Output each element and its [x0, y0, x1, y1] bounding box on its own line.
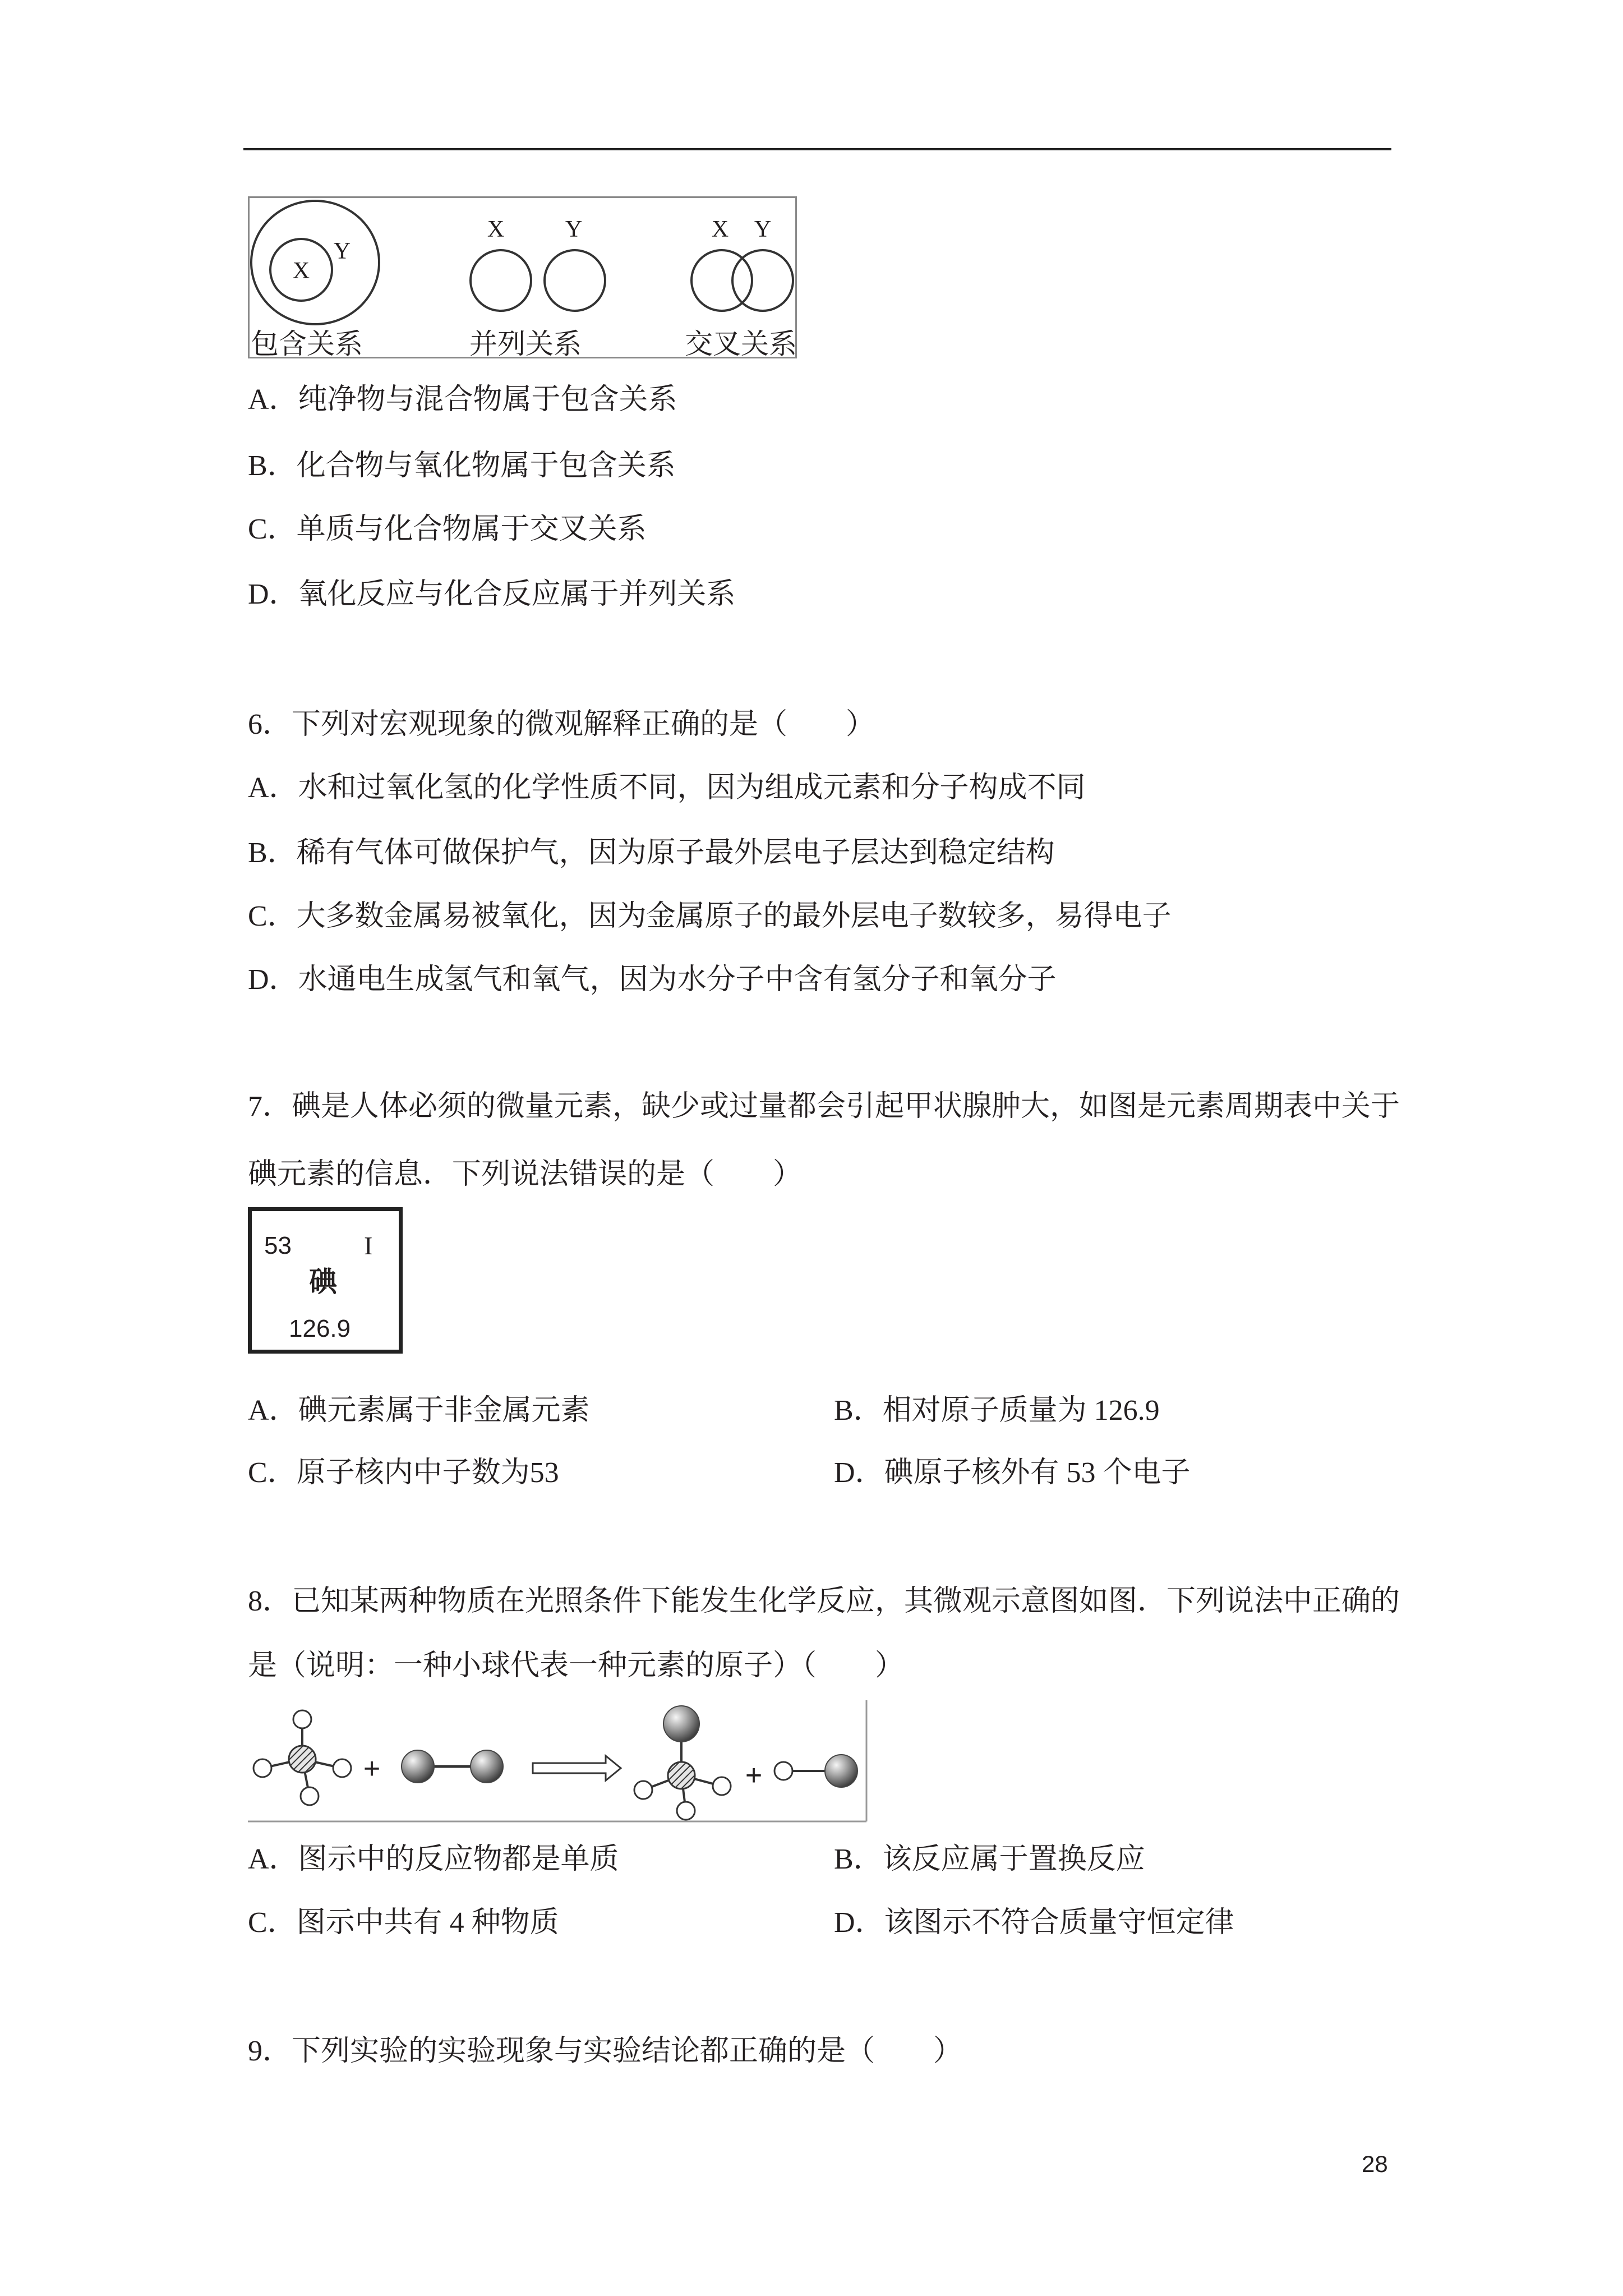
reactant-molecule-1	[253, 1710, 351, 1805]
small-white-atom	[293, 1710, 311, 1728]
reaction-arrow-icon	[533, 1756, 621, 1780]
atomic-number: 53	[264, 1232, 292, 1259]
gray-atom	[663, 1706, 699, 1742]
small-white-atom	[634, 1781, 652, 1799]
q6-option-b: B．稀有气体可做保护气，因为原子最外层电子层达到稳定结构	[248, 837, 1055, 869]
relationship-diagram	[248, 196, 797, 358]
page-number: 28	[1362, 2151, 1388, 2177]
parallel-y-label: Y	[565, 217, 583, 242]
gray-atom	[471, 1750, 503, 1783]
containment-y-label: Y	[333, 238, 351, 264]
header-rule	[243, 148, 1391, 150]
parallel-circle-x	[471, 250, 531, 311]
containment-x-label: X	[292, 258, 310, 284]
small-white-atom	[774, 1762, 792, 1780]
q6-option-d: D．水通电生成氢气和氧气，因为水分子中含有氢分子和氧分子	[248, 964, 1057, 996]
q5-option-d: D．氧化反应与化合反应属于并列关系	[248, 578, 736, 610]
reaction-micro-diagram	[248, 1700, 868, 1823]
plus-sign: +	[363, 1752, 381, 1785]
intersection-y-label: Y	[754, 217, 772, 242]
reactant-molecule-2	[402, 1750, 503, 1783]
element-symbol: I	[364, 1231, 373, 1260]
q8-stem-line-2: 是（说明：一种小球代表一种元素的原子）（ ）	[248, 1650, 905, 1682]
hatched-atom	[668, 1762, 695, 1789]
hatched-atom	[289, 1746, 316, 1773]
q7-option-d: D．碘原子核外有 53 个电子	[834, 1457, 1191, 1489]
q6-stem: 6．下列对宏观现象的微观解释正确的是（ ）	[248, 708, 875, 740]
parallel-circle-y	[545, 250, 605, 311]
gray-atom	[402, 1750, 434, 1783]
atomic-mass: 126.9	[289, 1315, 351, 1342]
intersection-circle-x	[691, 250, 752, 311]
iodine-element-card	[248, 1207, 403, 1354]
parallel-caption: 并列关系	[469, 328, 582, 358]
q9-stem: 9．下列实验的实验现象与实验结论都正确的是（ ）	[248, 2035, 963, 2067]
q8-option-c: C．图示中共有 4 种物质	[248, 1907, 559, 1939]
q8-option-a: A．图示中的反应物都是单质	[248, 1843, 619, 1875]
small-white-atom	[253, 1759, 271, 1777]
q8-option-d: D．该图示不符合质量守恒定律	[834, 1907, 1234, 1939]
q6-option-c: C．大多数金属易被氧化，因为金属原子的最外层电子数较多，易得电子	[248, 900, 1172, 932]
q8-option-b: B．该反应属于置换反应	[834, 1843, 1145, 1875]
q7-stem-line-2: 碘元素的信息．下列说法错误的是（ ）	[248, 1158, 803, 1190]
q7-option-c: C．原子核内中子数为53	[248, 1457, 559, 1489]
q5-option-b: B．化合物与氧化物属于包含关系	[248, 450, 676, 482]
q7-option-b: B．相对原子质量为 126.9	[834, 1395, 1160, 1427]
small-white-atom	[301, 1787, 319, 1805]
intersection-x-label: X	[711, 217, 729, 242]
containment-caption: 包含关系	[251, 328, 363, 358]
q6-option-a: A．水和过氧化氢的化学性质不同，因为组成元素和分子构成不同	[248, 772, 1086, 804]
q5-option-c: C．单质与化合物属于交叉关系	[248, 513, 647, 545]
small-white-atom	[333, 1759, 351, 1777]
small-white-atom	[677, 1802, 695, 1820]
element-name: 碘	[309, 1266, 337, 1297]
product-molecule-1	[634, 1706, 731, 1820]
q7-option-a: A．碘元素属于非金属元素	[248, 1395, 590, 1427]
intersection-circle-y	[732, 250, 793, 311]
q5-option-a: A．纯净物与混合物属于包含关系	[248, 384, 677, 416]
q7-stem-line-1: 7．碘是人体必须的微量元素，缺少或过量都会引起甲状腺肿大，如图是元素周期表中关于	[248, 1091, 1400, 1122]
gray-atom	[825, 1755, 857, 1787]
product-molecule-2	[774, 1755, 857, 1787]
plus-sign: +	[745, 1759, 763, 1792]
intersection-caption: 交叉关系	[685, 328, 797, 358]
small-white-atom	[713, 1777, 731, 1795]
q8-stem-line-1: 8．已知某两种物质在光照条件下能发生化学反应，其微观示意图如图．下列说法中正确的	[248, 1585, 1400, 1617]
parallel-x-label: X	[487, 217, 505, 242]
